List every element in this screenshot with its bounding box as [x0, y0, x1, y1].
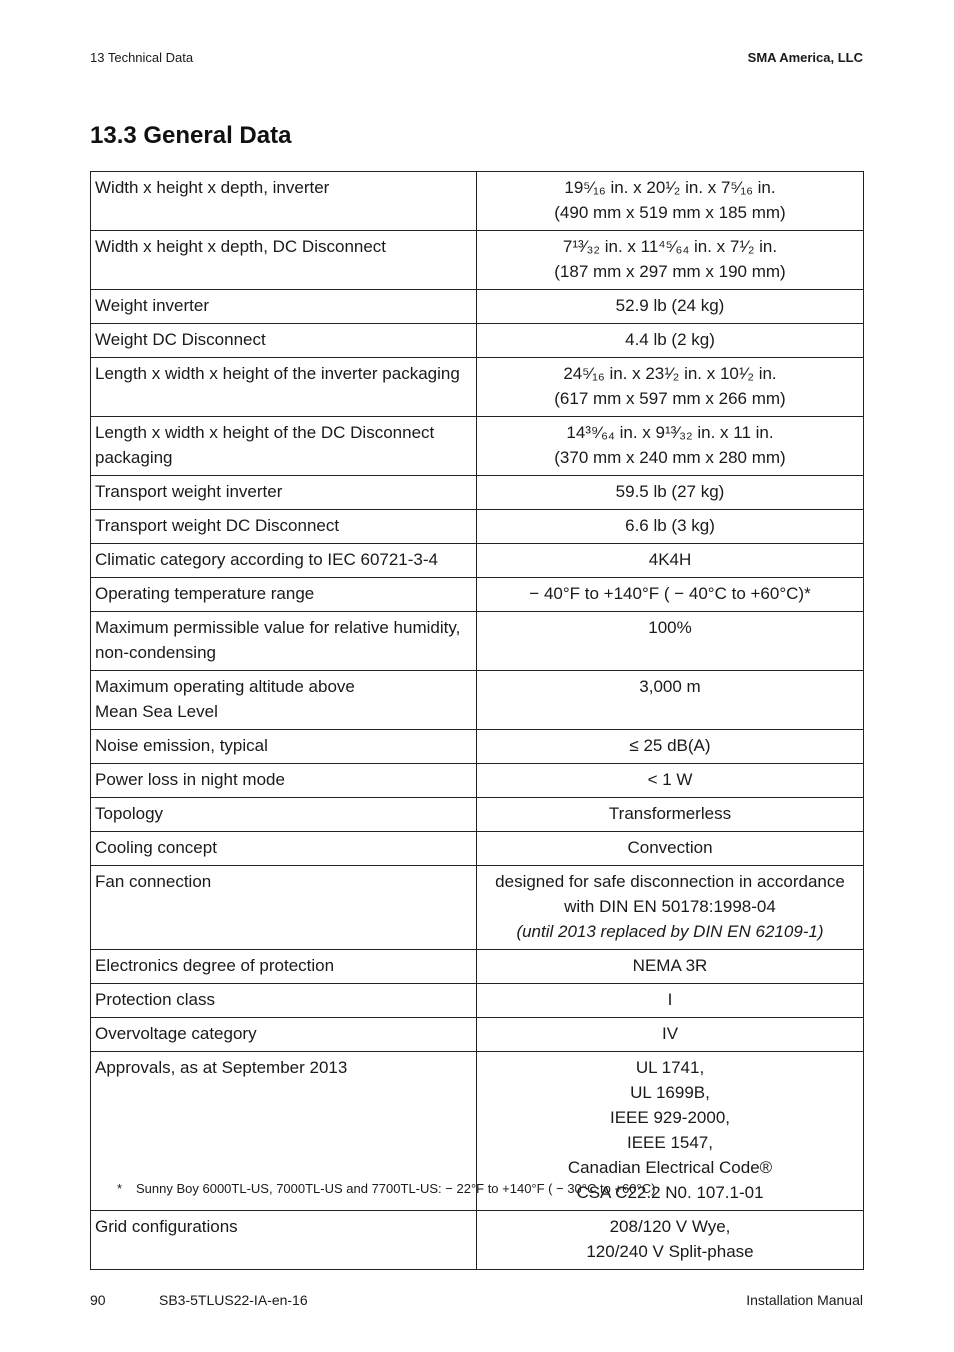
spec-value: 208/120 V Wye, 120/240 V Split-phase — [477, 1211, 864, 1270]
spec-value: 3,000 m — [477, 671, 864, 730]
table-row — [91, 798, 864, 832]
table-row — [91, 417, 864, 476]
table-row — [91, 1211, 864, 1270]
table-row — [91, 578, 864, 612]
spec-label: Transport weight DC Disconnect — [91, 510, 477, 544]
table-row — [91, 544, 864, 578]
table-row — [91, 172, 864, 231]
table-row — [91, 510, 864, 544]
spec-value: IV — [477, 1018, 864, 1052]
spec-value: Transformerless — [477, 798, 864, 832]
table-row — [91, 671, 864, 730]
spec-label: Fan connection — [91, 866, 477, 950]
table-row — [91, 358, 864, 417]
table-row — [91, 730, 864, 764]
spec-value: 7¹³⁄₃₂ in. x 11⁴⁵⁄₆₄ in. x 7¹⁄₂ in. (187 mm x 297 mm x 190 mm) — [477, 231, 864, 290]
spec-label: Cooling concept — [91, 832, 477, 866]
spec-label: Length x width x height of the DC Disconnect packaging — [91, 417, 477, 476]
spec-value: − 40°F to +140°F ( − 40°C to +60°C)* — [477, 578, 864, 612]
spec-value: 4.4 lb (2 kg) — [477, 324, 864, 358]
table-row — [91, 1018, 864, 1052]
spec-label: Operating temperature range — [91, 578, 477, 612]
spec-value: 24⁵⁄₁₆ in. x 23¹⁄₂ in. x 10¹⁄₂ in. (617 mm x 597 mm x 266 mm) — [477, 358, 864, 417]
spec-value: 100% — [477, 612, 864, 671]
section-title: 13.3 General Data — [90, 122, 292, 149]
spec-value: NEMA 3R — [477, 950, 864, 984]
table-row — [91, 764, 864, 798]
spec-label: Topology — [91, 798, 477, 832]
spec-label: Length x width x height of the inverter packaging — [91, 358, 477, 417]
spec-value: designed for safe disconnection in accordance with DIN EN 50178:1998-04 (until 2013 replaced by DIN EN 62109-1) — [477, 866, 864, 950]
table-row — [91, 476, 864, 510]
table-row — [91, 984, 864, 1018]
table-row — [91, 832, 864, 866]
spec-value: < 1 W — [477, 764, 864, 798]
table-row — [91, 231, 864, 290]
general-data-table — [90, 171, 864, 1270]
spec-value: 59.5 lb (27 kg) — [477, 476, 864, 510]
spec-value: 4K4H — [477, 544, 864, 578]
spec-label: Noise emission, typical — [91, 730, 477, 764]
spec-label: Maximum permissible value for relative humidity, non-condensing — [91, 612, 477, 671]
footnote-text: Sunny Boy 6000TL-US, 7000TL-US and 7700TL-US: − 22°F to +140°F ( − 30°C to +60°C) — [136, 1181, 656, 1196]
document-code: SB3-5TLUS22-IA-en-16 — [159, 1292, 308, 1308]
table-row — [91, 612, 864, 671]
table-row — [91, 290, 864, 324]
spec-value: 19⁵⁄₁₆ in. x 20¹⁄₂ in. x 7⁵⁄₁₆ in. (490 mm x 519 mm x 185 mm) — [477, 172, 864, 231]
spec-label: Weight DC Disconnect — [91, 324, 477, 358]
spec-value: ≤ 25 dB(A) — [477, 730, 864, 764]
page-number: 90 — [90, 1292, 106, 1308]
table-row — [91, 950, 864, 984]
spec-label: Overvoltage category — [91, 1018, 477, 1052]
spec-label: Maximum operating altitude above Mean Sea Level — [91, 671, 477, 730]
running-header-section: 13 Technical Data — [90, 50, 194, 65]
spec-value: 52.9 lb (24 kg) — [477, 290, 864, 324]
running-header-company: SMA America, LLC — [747, 50, 863, 65]
spec-label: Approvals, as at September 2013 — [91, 1052, 477, 1211]
spec-value: 14³⁹⁄₆₄ in. x 9¹³⁄₃₂ in. x 11 in. (370 mm x 240 mm x 280 mm) — [477, 417, 864, 476]
table-row — [91, 324, 864, 358]
document-type: Installation Manual — [746, 1292, 863, 1308]
spec-label: Climatic category according to IEC 60721-3-4 — [91, 544, 477, 578]
spec-label: Power loss in night mode — [91, 764, 477, 798]
spec-value: UL 1741, UL 1699B, IEEE 929-2000, IEEE 1547, Canadian Electrical Code® CSA C22.2 N0. 107.1-01 — [477, 1052, 864, 1211]
spec-value: I — [477, 984, 864, 1018]
spec-label: Weight inverter — [91, 290, 477, 324]
spec-value: 6.6 lb (3 kg) — [477, 510, 864, 544]
footnote-marker: * — [117, 1181, 123, 1196]
spec-label: Electronics degree of protection — [91, 950, 477, 984]
spec-label: Width x height x depth, inverter — [91, 172, 477, 231]
spec-value: Convection — [477, 832, 864, 866]
spec-label: Width x height x depth, DC Disconnect — [91, 231, 477, 290]
spec-label: Protection class — [91, 984, 477, 1018]
table-row — [91, 866, 864, 950]
spec-label: Transport weight inverter — [91, 476, 477, 510]
spec-label: Grid configurations — [91, 1211, 477, 1270]
